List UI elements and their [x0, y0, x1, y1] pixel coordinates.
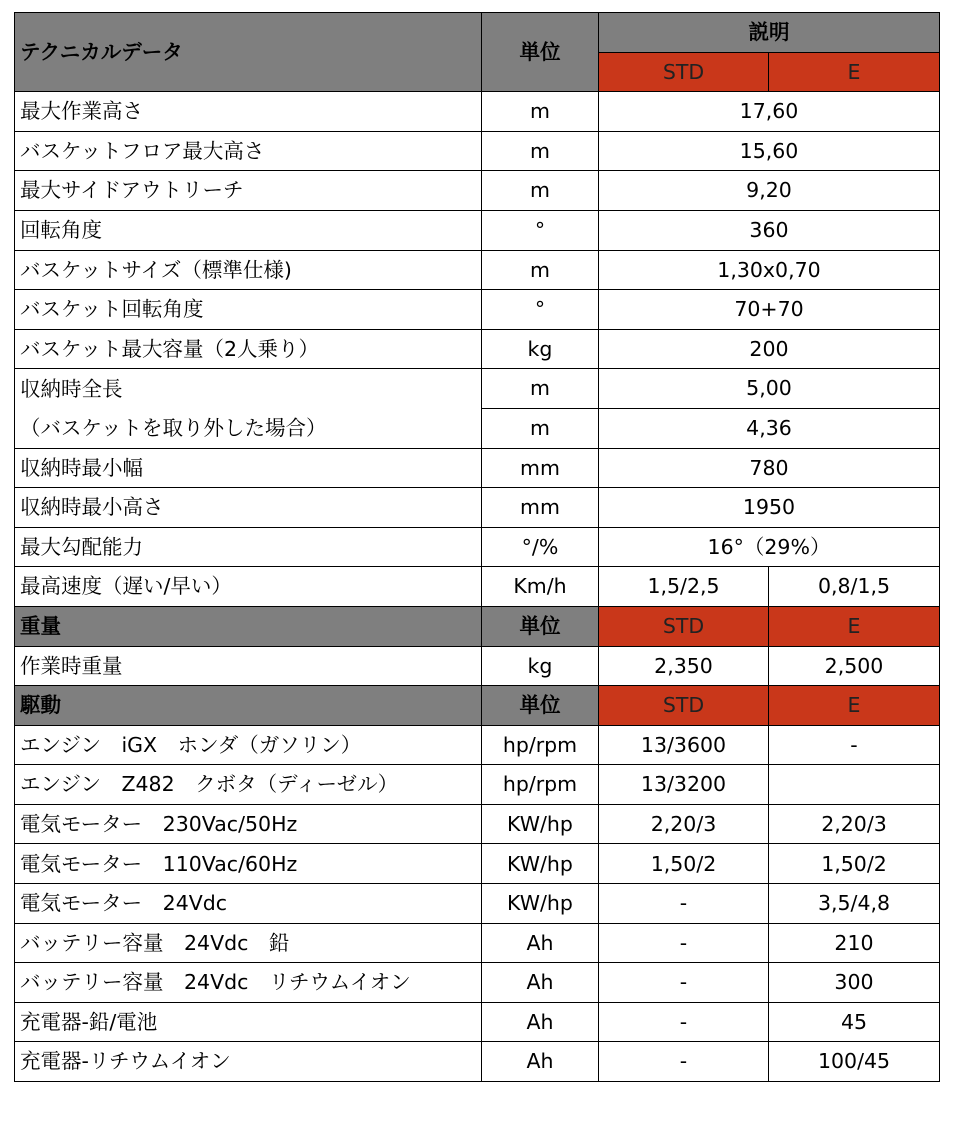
row-value: 17,60: [599, 92, 940, 132]
table-row: [15, 250, 940, 290]
drive_section-header-row: [15, 686, 940, 726]
table-row: [15, 963, 940, 1003]
row-label: 電気モーター 110Vac/60Hz: [15, 844, 482, 884]
row-value: 1,30x0,70: [599, 250, 940, 290]
row-std-value: -: [599, 963, 769, 1003]
row-unit: m: [482, 250, 599, 290]
row-e-value: 210: [769, 923, 940, 963]
row-unit: mm: [482, 448, 599, 488]
table-row: [15, 408, 940, 448]
row-unit: mm: [482, 488, 599, 528]
row-label: 回転角度: [15, 210, 482, 250]
row-unit: m: [482, 408, 599, 448]
row-label: 収納時最小高さ: [15, 488, 482, 528]
row-unit: m: [482, 171, 599, 211]
row-std-value: -: [599, 923, 769, 963]
row-e-value: 3,5/4,8: [769, 884, 940, 924]
table-row: [15, 844, 940, 884]
table-row: [15, 131, 940, 171]
table-row: [15, 369, 940, 409]
row-value: 9,20: [599, 171, 940, 211]
row-label: 収納時最小幅: [15, 448, 482, 488]
table-row: [15, 725, 940, 765]
table-row: [15, 92, 940, 132]
table-row: [15, 488, 940, 528]
e-header: E: [769, 606, 940, 646]
row-unit: hp/rpm: [482, 765, 599, 805]
table-row: [15, 765, 940, 805]
row-unit: °: [482, 290, 599, 330]
row-e-value: 2,20/3: [769, 804, 940, 844]
row-e-value: [769, 765, 940, 805]
row-unit: KW/hp: [482, 844, 599, 884]
table-row: [15, 804, 940, 844]
row-value: 15,60: [599, 131, 940, 171]
row-e-value: 1,50/2: [769, 844, 940, 884]
table-row: [15, 527, 940, 567]
row-unit: m: [482, 92, 599, 132]
row-value: 1950: [599, 488, 940, 528]
row-unit: Km/h: [482, 567, 599, 607]
length-label: 収納時全長: [15, 369, 482, 409]
table-row: [15, 923, 940, 963]
row-label: バスケット回転角度: [15, 290, 482, 330]
std-header: STD: [599, 686, 769, 726]
description-header: 説明: [599, 13, 940, 53]
row-e-value: 45: [769, 1002, 940, 1042]
row-label: バスケット最大容量（2人乗り）: [15, 329, 482, 369]
table-row: [15, 646, 940, 686]
unit-header: 単位: [482, 686, 599, 726]
row-value: 4,36: [599, 408, 940, 448]
table-row: [15, 171, 940, 211]
row-value: 5,00: [599, 369, 940, 409]
row-e-value: 0,8/1,5: [769, 567, 940, 607]
row-std-value: 2,350: [599, 646, 769, 686]
row-value: 70+70: [599, 290, 940, 330]
row-unit: Ah: [482, 1002, 599, 1042]
row-unit: Ah: [482, 963, 599, 1003]
row-e-value: 100/45: [769, 1042, 940, 1082]
row-label: バスケットフロア最大高さ: [15, 131, 482, 171]
row-unit: °: [482, 210, 599, 250]
row-unit: Ah: [482, 1042, 599, 1082]
row-label: 最高速度（遅い/早い）: [15, 567, 482, 607]
table-row: [15, 210, 940, 250]
row-label: 充電器-鉛/電池: [15, 1002, 482, 1042]
table-row: [15, 448, 940, 488]
row-e-value: 2,500: [769, 646, 940, 686]
e-header: E: [769, 52, 940, 92]
row-unit: °/%: [482, 527, 599, 567]
row-label: 電気モーター 230Vac/50Hz: [15, 804, 482, 844]
section-title: 駆動: [15, 686, 482, 726]
std-header: STD: [599, 52, 769, 92]
section-title: 重量: [15, 606, 482, 646]
row-std-value: 1,5/2,5: [599, 567, 769, 607]
row-label: 充電器-リチウムイオン: [15, 1042, 482, 1082]
row-value: 780: [599, 448, 940, 488]
technical-data-table: [14, 12, 940, 1082]
row-unit: KW/hp: [482, 804, 599, 844]
table-row: [15, 1042, 940, 1082]
row-std-value: -: [599, 1002, 769, 1042]
row-std-value: 13/3600: [599, 725, 769, 765]
row-unit: kg: [482, 646, 599, 686]
row-unit: Ah: [482, 923, 599, 963]
row-label: エンジン Z482 クボタ（ディーゼル）: [15, 765, 482, 805]
row-label: 電気モーター 24Vdc: [15, 884, 482, 924]
row-unit: kg: [482, 329, 599, 369]
table-row: [15, 290, 940, 330]
row-value: 360: [599, 210, 940, 250]
row-unit: KW/hp: [482, 884, 599, 924]
row-unit: m: [482, 131, 599, 171]
row-label: バッテリー容量 24Vdc 鉛: [15, 923, 482, 963]
table-row: [15, 1002, 940, 1042]
row-value: 16°（29%）: [599, 527, 940, 567]
row-label: バッテリー容量 24Vdc リチウムイオン: [15, 963, 482, 1003]
row-std-value: -: [599, 884, 769, 924]
row-label: 最大サイドアウトリーチ: [15, 171, 482, 211]
std-header: STD: [599, 606, 769, 646]
unit-header: 単位: [482, 606, 599, 646]
length-sublabel: （バスケットを取り外した場合）: [15, 408, 482, 448]
row-label: 作業時重量: [15, 646, 482, 686]
e-header: E: [769, 686, 940, 726]
row-unit: m: [482, 369, 599, 409]
row-e-value: -: [769, 725, 940, 765]
row-label: エンジン iGX ホンダ（ガソリン）: [15, 725, 482, 765]
unit-header: 単位: [482, 13, 599, 92]
row-unit: hp/rpm: [482, 725, 599, 765]
row-std-value: 1,50/2: [599, 844, 769, 884]
table-title: テクニカルデータ: [15, 13, 482, 92]
row-std-value: 2,20/3: [599, 804, 769, 844]
row-e-value: 300: [769, 963, 940, 1003]
row-label: 最大作業高さ: [15, 92, 482, 132]
row-label: 最大勾配能力: [15, 527, 482, 567]
row-value: 200: [599, 329, 940, 369]
row-std-value: -: [599, 1042, 769, 1082]
row-std-value: 13/3200: [599, 765, 769, 805]
table-row: [15, 329, 940, 369]
weight_section-header-row: [15, 606, 940, 646]
table-row: [15, 884, 940, 924]
table-row: [15, 567, 940, 607]
row-label: バスケットサイズ（標準仕様): [15, 250, 482, 290]
